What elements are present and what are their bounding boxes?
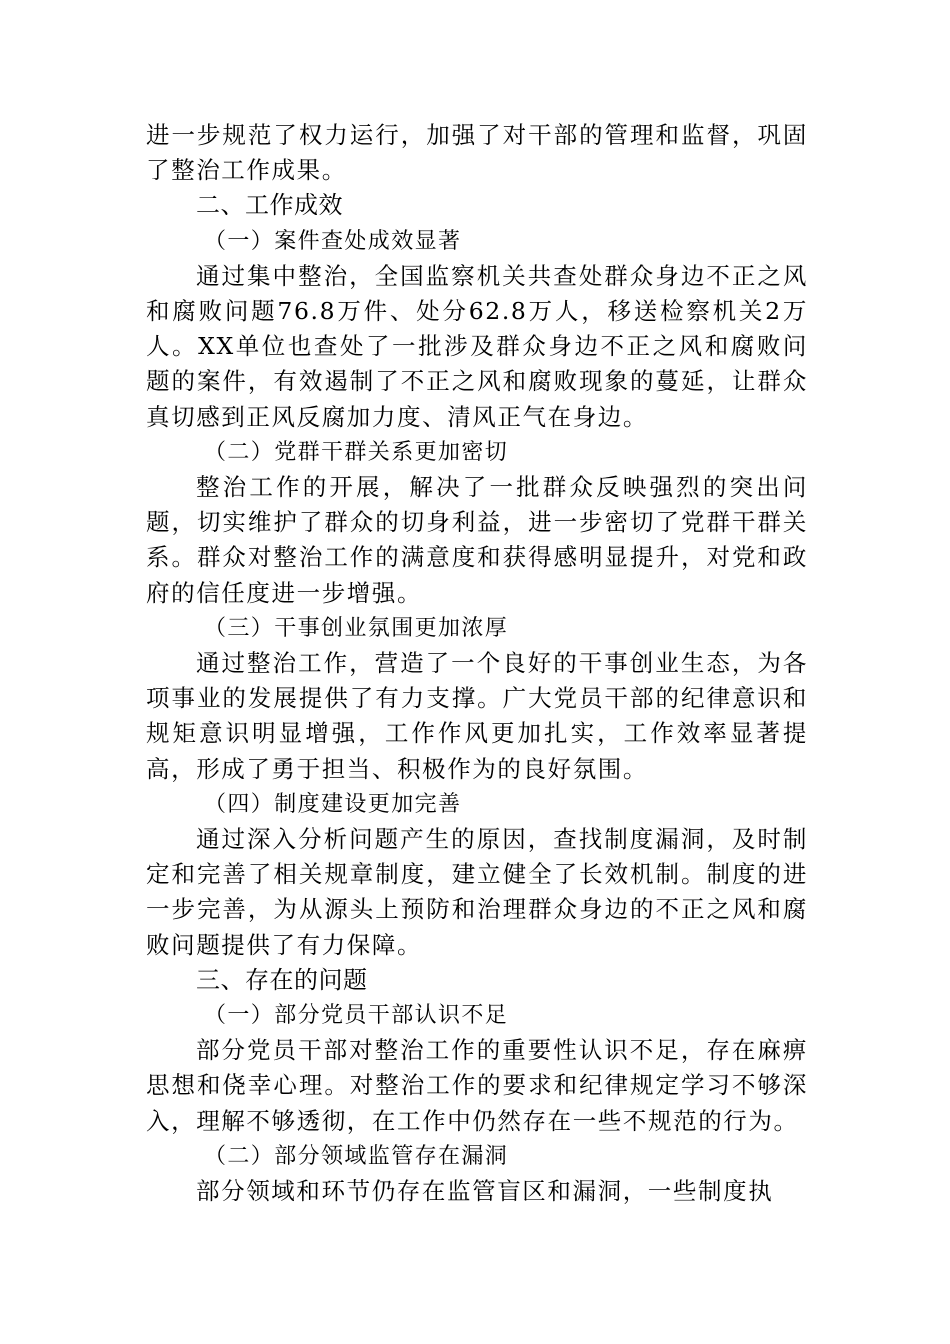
paragraph-3-1: 部分党员干部对整治工作的重要性认识不足，存在麻痹思想和侥幸心理。对整治工作的要求和纪律规定学习不够深入，理解不够透彻，在工作中仍然存在一些不规范的行为。 <box>146 1036 808 1135</box>
paragraph-intro: 进一步规范了权力运行，加强了对干部的管理和监督，巩固了整治工作成果。 <box>146 121 808 185</box>
subheading-3-1: （一）部分党员干部认识不足 <box>204 1003 509 1029</box>
subheading-2-1: （一）案件查处成效显著 <box>204 228 462 254</box>
subheading-2-3: （三）干事创业氛围更加浓厚 <box>204 615 509 641</box>
paragraph-3-2: 部分领域和环节仍存在监管盲区和漏洞，一些制度执 <box>196 1177 774 1206</box>
paragraph-2-4: 通过深入分析问题产生的原因，查找制度漏洞，及时制定和完善了相关规章制度，建立健全了长效机制。制度的进一步完善，为从源头上预防和治理群众身边的不正之风和腐败问题提供了有力保障。 <box>146 825 808 959</box>
subheading-2-4: （四）制度建设更加完善 <box>204 791 462 817</box>
section-heading-3: 三、存在的问题 <box>196 965 368 994</box>
subheading-2-2: （二）党群干群关系更加密切 <box>204 439 509 465</box>
document-body <box>146 118 808 1209</box>
paragraph-2-3: 通过整治工作，营造了一个良好的干事创业生态，为各项事业的发展提供了有力支撑。广大党员干部的纪律意识和规矩意识明显增强，工作作风更加扎实，工作效率显著提高，形成了勇于担当、积极作为的良好氛围。 <box>146 649 808 783</box>
paragraph-2-1: 通过集中整治，全国监察机关共查处群众身边不正之风和腐败问题76.8万件、处分62.8万人，移送检察机关2万人。XX单位也查处了一批涉及群众身边不正之风和腐败问题的案件，有效遏制了不正之风和腐败现象的蔓延，让群众真切感到正风反腐加力度、清风正气在身边。 <box>146 261 808 431</box>
paragraph-2-2: 整治工作的开展，解决了一批群众反映强烈的突出问题，切实维护了群众的切身利益，进一步密切了党群干群关系。群众对整治工作的满意度和获得感明显提升，对党和政府的信任度进一步增强。 <box>146 473 808 607</box>
section-heading-2: 二、工作成效 <box>196 191 343 220</box>
subheading-3-2: （二）部分领域监管存在漏洞 <box>204 1143 509 1169</box>
